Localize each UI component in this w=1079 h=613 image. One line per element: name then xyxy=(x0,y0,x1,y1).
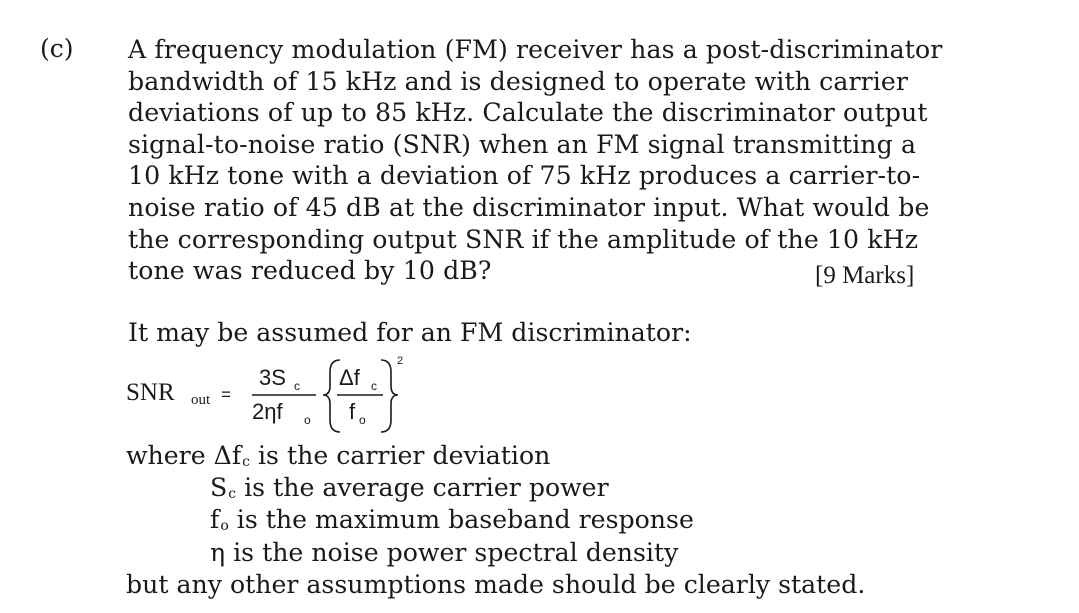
question-line: noise ratio of 45 dB at the discriminator input. What would be xyxy=(128,192,930,222)
definition-carrier-deviation xyxy=(126,440,1026,472)
formula-denominator: 2ηf xyxy=(252,399,283,424)
definition-noise-psd: η is the noise power spectral density xyxy=(210,537,679,567)
formula-exponent: 2 xyxy=(397,355,404,367)
question-line: deviations of up to 85 kHz. Calculate the discriminator output xyxy=(128,98,928,128)
formula-lhs-subscript: out xyxy=(191,392,211,408)
formula-inner-numerator: Δf xyxy=(339,365,360,390)
formula-inner-denominator-subscript: o xyxy=(359,413,366,427)
marks-label: [9 Marks] xyxy=(815,262,915,289)
question-line: A frequency modulation (FM) receiver has a post-discriminator xyxy=(128,35,943,64)
formula-denominator-subscript: o xyxy=(304,413,311,427)
definition-baseband-response xyxy=(126,504,1026,536)
closing-note: but any other assumptions made should be clearly stated. xyxy=(126,569,866,599)
formula-numerator: 3S xyxy=(259,365,286,390)
definition-text: where Δf xyxy=(126,441,242,470)
definition-subscript: o xyxy=(220,518,229,535)
formula-equals: = xyxy=(221,385,231,404)
definition-text: S xyxy=(210,473,228,503)
definition-text: f xyxy=(210,505,220,535)
question-line: signal-to-noise ratio (SNR) when an FM signal transmitting a xyxy=(128,129,917,159)
snr-formula xyxy=(126,352,446,436)
definition-text: is the maximum baseband response xyxy=(228,505,694,535)
definition-subscript: c xyxy=(242,454,250,470)
formula-lhs: SNR xyxy=(126,379,175,406)
question-line: the corresponding output SNR if the amplitude of the 10 kHz xyxy=(128,224,919,254)
definition-text: is the carrier deviation xyxy=(250,441,551,470)
formula-inner-denominator: f xyxy=(349,399,356,424)
question-line: tone was reduced by 10 dB? xyxy=(128,256,492,286)
definition-carrier-power xyxy=(126,472,1026,504)
assumption-intro: It may be assumed for an FM discriminator: xyxy=(128,318,692,347)
question-text xyxy=(128,34,958,287)
right-brace xyxy=(381,360,398,432)
definitions xyxy=(126,440,1026,601)
definition-subscript: c xyxy=(228,486,237,503)
question-line: bandwidth of 15 kHz and is designed to operate with carrier xyxy=(128,66,909,96)
question-label: (c) xyxy=(40,34,74,63)
formula-numerator-subscript: c xyxy=(294,379,300,393)
question-line: 10 kHz tone with a deviation of 75 kHz produces a carrier-to- xyxy=(128,161,921,191)
left-brace xyxy=(323,360,340,432)
definition-text: is the average carrier power xyxy=(236,473,609,503)
formula-inner-numerator-subscript: c xyxy=(371,379,377,393)
